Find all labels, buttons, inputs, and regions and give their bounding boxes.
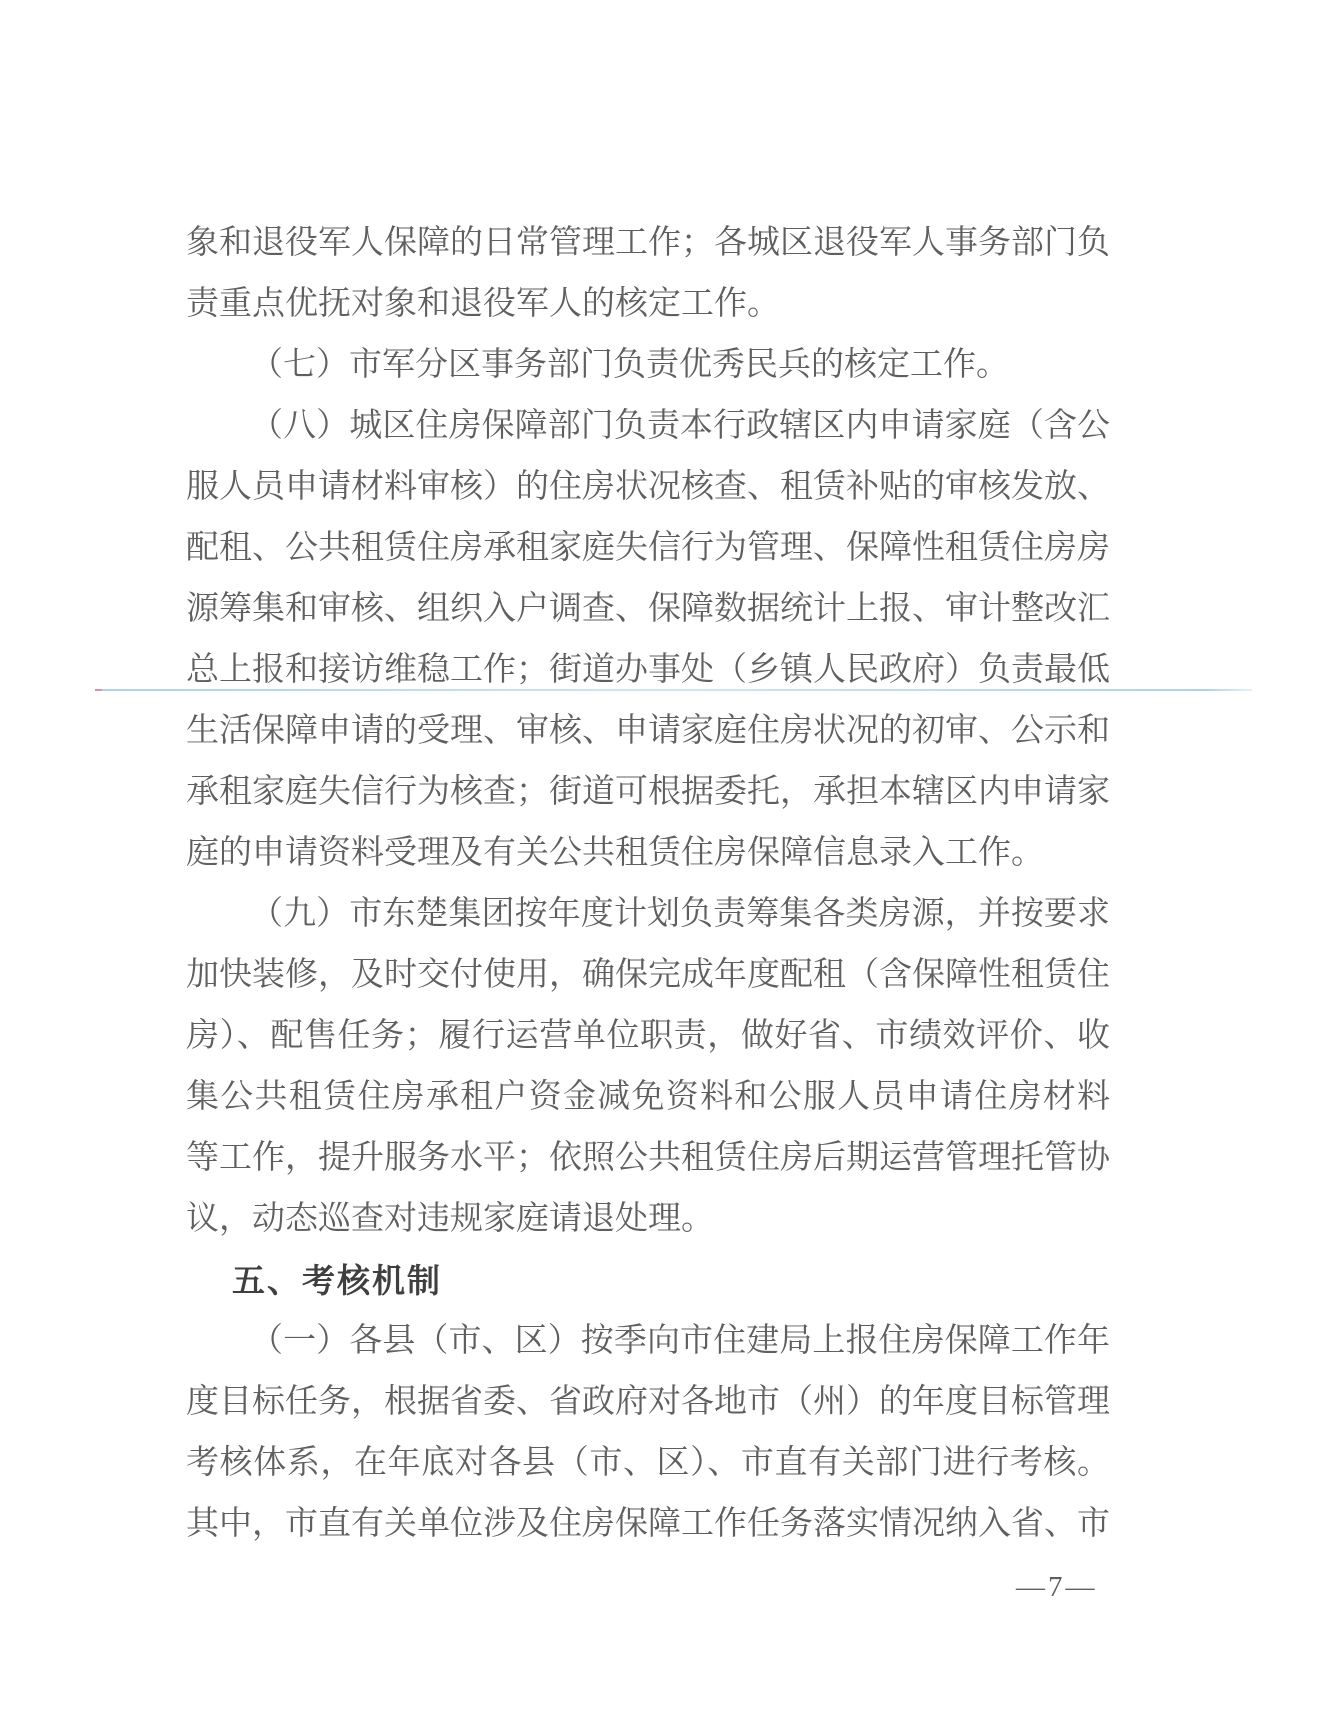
page-number: —7— — [1016, 1571, 1098, 1603]
section-heading: 五、考核机制 — [232, 1262, 442, 1299]
text-line: 度目标任务，根据省委、省政府对各地市（州）的年度目标管理 — [186, 1384, 1110, 1420]
text-line: 庭的申请资料受理及有关公共租赁住房保障信息录入工作。 — [186, 835, 1044, 871]
document-body — [186, 213, 1110, 1555]
text-line: 考核体系，在年底对各县（市、区）、市直有关部门进行考核。 — [186, 1445, 1110, 1481]
text-line: 源筹集和审核、组织入户调查、保障数据统计上报、审计整改汇 — [186, 591, 1110, 627]
text-line: （一）各县（市、区）按季向市住建局上报住房保障工作年 — [250, 1323, 1110, 1359]
scan-artifact-line — [95, 689, 1252, 691]
text-line: （九）市东楚集团按年度计划负责筹集各类房源，并按要求 — [250, 896, 1110, 932]
text-line: （七）市军分区事务部门负责优秀民兵的核定工作。 — [250, 347, 1009, 383]
text-line: 配租、公共租赁住房承租家庭失信行为管理、保障性租赁住房房 — [186, 530, 1110, 566]
text-line: 服人员申请材料审核）的住房状况核查、租赁补贴的审核发放、 — [186, 469, 1110, 505]
text-line: 其中，市直有关单位涉及住房保障工作任务落实情况纳入省、市 — [186, 1506, 1110, 1542]
text-line: 等工作，提升服务水平；依照公共租赁住房后期运营管理托管协 — [186, 1140, 1110, 1176]
text-line: 议，动态巡查对违规家庭请退处理。 — [186, 1201, 714, 1237]
text-line: 象和退役军人保障的日常管理工作；各城区退役军人事务部门负 — [186, 225, 1110, 261]
text-line: （八）城区住房保障部门负责本行政辖区内申请家庭（含公 — [250, 408, 1110, 444]
text-line: 房）、配售任务；履行运营单位职责，做好省、市绩效评价、收 — [186, 1018, 1110, 1054]
text-line: 生活保障申请的受理、审核、申请家庭住房状况的初审、公示和 — [186, 713, 1110, 749]
text-line: 总上报和接访维稳工作；街道办事处（乡镇人民政府）负责最低 — [186, 652, 1110, 688]
text-line: 承租家庭失信行为核查；街道可根据委托，承担本辖区内申请家 — [186, 774, 1110, 810]
text-line: 责重点优抚对象和退役军人的核定工作。 — [186, 286, 780, 322]
text-line: 集公共租赁住房承租户资金减免资料和公服人员申请住房材料 — [186, 1079, 1110, 1115]
text-line: 加快装修，及时交付使用，确保完成年度配租（含保障性租赁住 — [186, 957, 1110, 993]
